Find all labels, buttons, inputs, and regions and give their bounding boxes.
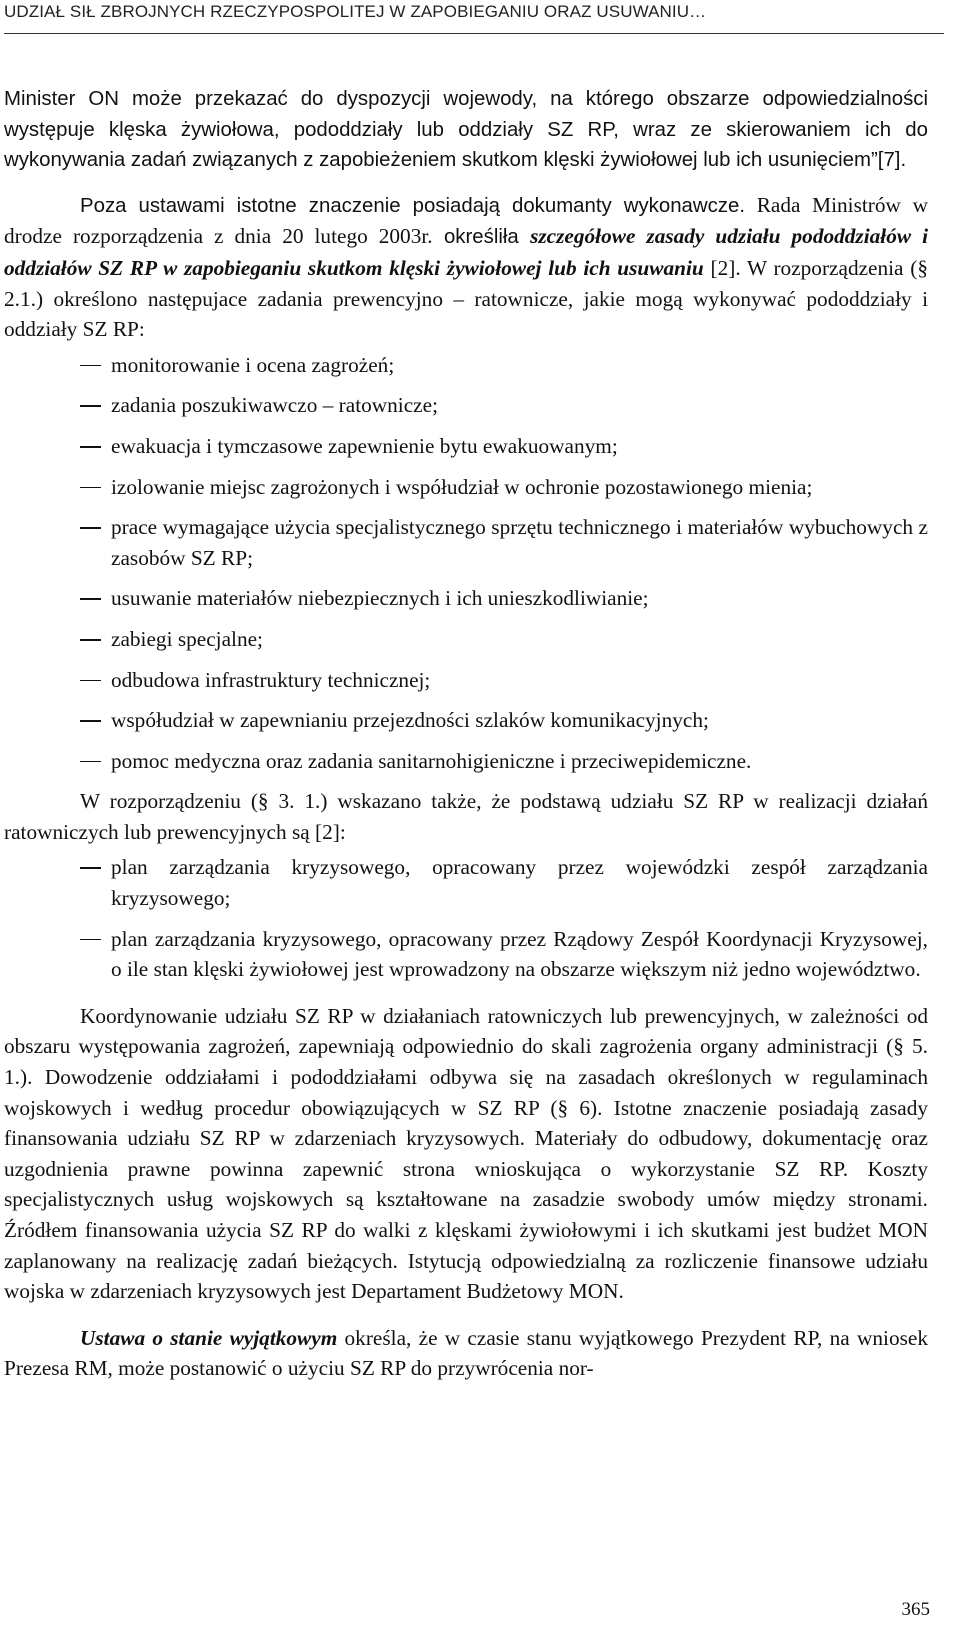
basis-item-text: plan zarządzania kryzysowego, opracowany przez wojewódzki zespół zarządzania kryzysowego; (111, 855, 928, 911)
dash-bullet-icon (80, 720, 101, 722)
dash-bullet-icon (80, 867, 101, 869)
tasks-list (4, 350, 928, 777)
task-item (4, 472, 928, 503)
task-item (4, 350, 928, 381)
dash-bullet-icon (80, 365, 101, 367)
task-item-text: prace wymagające użycia specjalistycznego sprzętu technicznego i materiałów wybuchowych z zasobów SZ RP; (111, 515, 928, 570)
paragraph-state-of-emergency-text: określa, że w czasie stanu wyjątkowego Prezydent RP, na wniosek Prezesa RM, może postanowić o użyciu SZ RP do przywrócenia nor- (4, 1325, 928, 1381)
task-item-text: zabiegi specjalne; (111, 626, 263, 651)
document-body (4, 84, 928, 1384)
paragraph-regulation-date: Rada Ministrów w drodze rozporządzenia z dnia 20 lutego 2003r. (4, 192, 928, 249)
task-item-text: usuwanie materiałów niebezpiecznych i ich unieszkodliwianie; (111, 586, 649, 611)
paragraph-executive-documents (4, 190, 928, 345)
page-number: 365 (901, 1599, 930, 1620)
task-item (4, 624, 928, 655)
task-item (4, 390, 928, 421)
paragraph-coordination: Koordynowanie udziału SZ RP w działaniach ratowniczych lub prewencyjnych, w zależności od obszaru występowania zagrożeń, zapewniają odpowiednio do skali zagrożenia organy administracji (§ 5. 1.). Dowodzenie oddziałami i pododdziałami odbywa się na zasadach określonych w regulaminach wojskowych i według procedur obowiązujących w SZ RP (§ 6). Istotne znaczenie posiadają zasady finansowania udziału SZ RP w zdarzeniach kryzysowych. Materiały do odbudowy, dokumentację oraz uzgodnienia prawne powinna zapewnić strona wnioskująca o wykorzystanie SZ RP. Koszty specjalistycznych usług wojskowych są kształtowane na zasadzie swobody umów między stronami. Źródłem finansowania użycia SZ RP do walki z klęskami żywiołowymi i ich skutkami jest budżet MON zaplanowany na realizację zadań bieżących. Istytucją odpowiedzialną za rozliczenie finansowe udziału wojska w zdarzeniach kryzysowych jest Departament Budżetowy MON. (4, 1003, 928, 1304)
dash-bullet-icon (80, 527, 101, 529)
dash-bullet-icon (80, 761, 101, 763)
paragraph-state-of-emergency (4, 1323, 928, 1384)
dash-bullet-icon (80, 405, 101, 407)
dash-bullet-icon (80, 639, 101, 641)
dash-bullet-icon (80, 598, 101, 600)
paragraph-regulation-verb: określiła (432, 226, 531, 249)
task-item-text: pomoc medyczna oraz zadania sanitarnohigieniczne i przeciwepidemiczne. (111, 748, 752, 773)
task-item (4, 583, 928, 614)
task-item-text: izolowanie miejsc zagrożonych i współudział w ochronie pozostawionego mienia; (111, 474, 813, 499)
regulation-title: szczegółowe zasady udziału pododdziałów i oddziałów SZ RP w zapobieganiu skutkom klęski żywiołowej lub ich usuwaniu (4, 224, 928, 280)
task-item (4, 746, 928, 777)
dash-bullet-icon (80, 487, 101, 489)
task-item (4, 665, 928, 696)
paragraph-basis: W rozporządzeniu (§ 3. 1.) wskazano także, że podstawą udziału SZ RP w realizacji działań ratowniczych lub prewencyjnych są [2]: (4, 789, 928, 844)
basis-list (4, 852, 928, 984)
task-item-text: odbudowa infrastruktury technicznej; (111, 667, 431, 692)
paragraph-minister-on: Minister ON może przekazać do dyspozycji wojewody, na którego obszarze odpowiedzialności występuje klęska żywiołowa, pododdziały lub oddziały SZ RP, wraz ze skierowaniem ich do wykonywania zadań związanych z zapobieżeniem skutkom klęski żywiołowej lub ich usunięciem”[7]. (4, 88, 928, 172)
running-header: UDZIAŁ SIŁ ZBROJNYCH RZECZYPOSPOLITEJ W ZAPOBIEGANIU ORAZ USUWANIU… (4, 2, 944, 34)
task-item (4, 705, 928, 736)
task-item-text: monitorowanie i ocena zagrożeń; (111, 352, 395, 377)
basis-item-text: plan zarządzania kryzysowego, opracowany przez Rządowy Zespół Koordynacji Kryzysowej, o ile stan klęski żywiołowej jest wprowadzony na obszarze większym niż jedno województwo. (111, 926, 928, 982)
dash-bullet-icon (80, 446, 101, 448)
dash-bullet-icon (80, 939, 101, 941)
dash-bullet-icon (80, 680, 101, 682)
basis-item (4, 924, 928, 985)
act-title: Ustawa o stanie wyjątkowym (80, 1325, 338, 1350)
basis-item (4, 852, 928, 913)
task-item-text: współudział w zapewnianiu przejezdności szlaków komunikacyjnych; (111, 708, 709, 733)
task-item-text: zadania poszukiwawczo – ratownicze; (111, 393, 438, 418)
paragraph-executive-documents-lead: Poza ustawami istotne znaczenie posiadają dokumanty wykonawcze. (80, 194, 746, 217)
task-item-text: ewakuacja i tymczasowe zapewnienie bytu ewakuowanym; (111, 433, 618, 458)
paragraph-regulation-tail: [2]. W rozporządzenia (§ 2.1.) określono następujace zadania prewencyjno – ratownicze, jakie mogą wykonywać pododdziały i oddziały SZ RP: (4, 255, 928, 342)
task-item (4, 512, 928, 573)
task-item (4, 431, 928, 462)
